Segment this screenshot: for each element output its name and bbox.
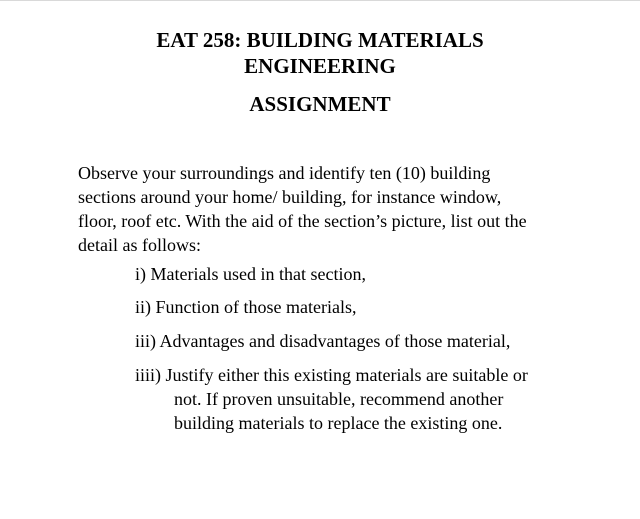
list-item-1-text: i) Materials used in that section, <box>135 264 366 284</box>
intro-line-4: detail as follows: <box>78 235 201 255</box>
list-item-3 <box>135 329 510 353</box>
list-item-4-line-2: not. If proven unsuitable, recommend another <box>174 389 504 409</box>
title-line-1: EAT 258: BUILDING MATERIALS <box>156 28 484 52</box>
document-subtitle: ASSIGNMENT <box>249 92 391 116</box>
list-item-4-line-3: building materials to replace the existing one. <box>174 413 503 433</box>
list-item-2 <box>135 295 356 319</box>
list-item-4-line-1: iiii) Justify either this existing materials are suitable or <box>135 365 528 385</box>
top-border <box>0 0 640 1</box>
list-item-4 <box>135 363 528 435</box>
intro-line-1: Observe your surroundings and identify ten (10) building <box>78 163 491 183</box>
list-item-3-text: iii) Advantages and disadvantages of those material, <box>135 331 511 351</box>
title-line-2: ENGINEERING <box>244 54 396 78</box>
intro-paragraph <box>78 161 578 257</box>
list-item-2-text: ii) Function of those materials, <box>135 297 357 317</box>
intro-line-2: sections around your home/ building, for instance window, <box>78 187 502 207</box>
intro-line-3: floor, roof etc. With the aid of the section’s picture, list out the <box>78 211 527 231</box>
document-title <box>0 27 640 79</box>
list-item-1 <box>135 262 366 286</box>
